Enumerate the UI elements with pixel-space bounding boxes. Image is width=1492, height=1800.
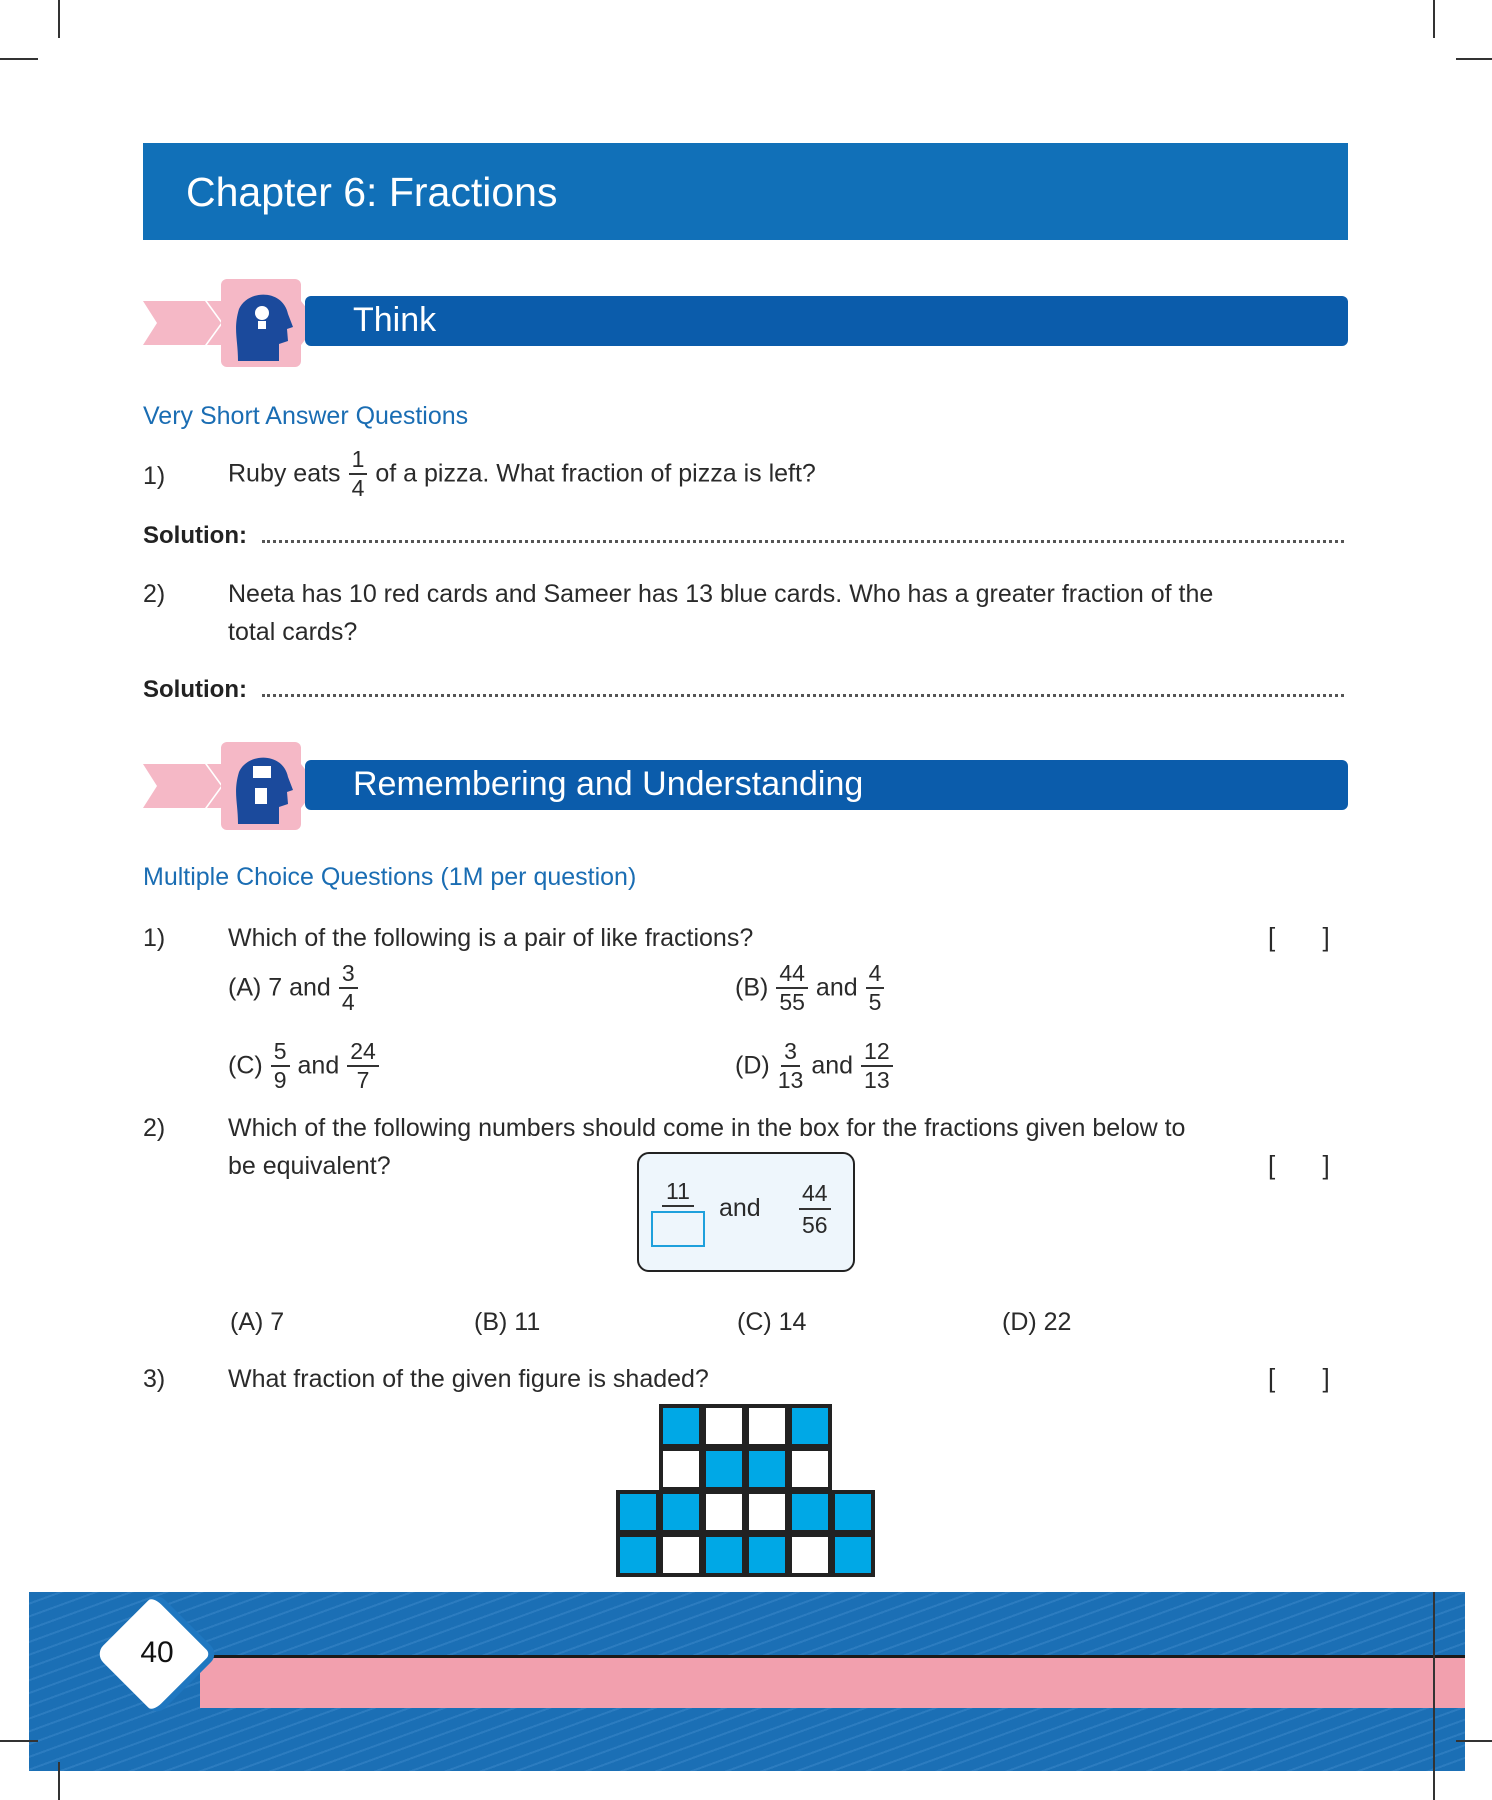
- fraction: [778, 1038, 804, 1094]
- fraction: [776, 960, 808, 1016]
- shaded-cell: [702, 1533, 746, 1577]
- shaded-cell: [659, 1490, 703, 1534]
- option-label: (B): [735, 973, 769, 1002]
- section-think-title: Think: [305, 296, 1348, 346]
- solution-answer-line[interactable]: [262, 694, 1344, 697]
- solution-label: Solution:: [143, 676, 247, 703]
- shaded-figure: [616, 1404, 878, 1578]
- question-number: 2): [143, 580, 166, 608]
- option-label: (C): [228, 1051, 263, 1080]
- option-d[interactable]: (D) 22: [1002, 1308, 1072, 1336]
- numerator: 5: [271, 1038, 290, 1067]
- unshaded-cell: [659, 1447, 703, 1491]
- unshaded-cell: [788, 1533, 832, 1577]
- option-c[interactable]: (C) 14: [737, 1308, 807, 1336]
- unshaded-cell: [788, 1447, 832, 1491]
- remembering-badge: [143, 742, 318, 830]
- and-text: and: [719, 1194, 761, 1222]
- equivalent-fractions-box: [637, 1152, 855, 1272]
- denominator: 7: [356, 1067, 370, 1093]
- question-text: [228, 446, 816, 502]
- unshaded-cell: [745, 1490, 789, 1534]
- option-a[interactable]: (A) 7: [230, 1308, 285, 1336]
- question-text-pre: Ruby eats: [228, 459, 341, 488]
- option-a[interactable]: [228, 960, 366, 1016]
- crop-mark: [1433, 1592, 1435, 1800]
- fraction: [866, 960, 885, 1016]
- denominator: 13: [777, 1067, 804, 1093]
- question-text: What fraction of the given figure is shaded?: [228, 1365, 709, 1393]
- footer-pink-strip: [200, 1658, 1465, 1708]
- and-text: and: [297, 1051, 340, 1080]
- fraction: [347, 1038, 379, 1094]
- fraction: [861, 1038, 893, 1094]
- question-text-line2: total cards?: [228, 618, 358, 646]
- subheading-very-short: Very Short Answer Questions: [143, 402, 469, 430]
- page-number: 40: [140, 1636, 174, 1669]
- fraction: [349, 446, 368, 502]
- shaded-cell: [616, 1490, 660, 1534]
- think-badge: [143, 279, 318, 367]
- and-text: and: [811, 1051, 854, 1080]
- answer-bracket[interactable]: [ ]: [1268, 1150, 1330, 1180]
- fraction: [271, 1038, 290, 1094]
- shaded-cell: [745, 1447, 789, 1491]
- unshaded-cell: [659, 1533, 703, 1577]
- option-c[interactable]: [228, 1038, 387, 1094]
- shaded-cell: [831, 1490, 875, 1534]
- denominator: 56: [802, 1212, 828, 1238]
- numerator: 12: [861, 1038, 893, 1067]
- denominator: 55: [779, 989, 805, 1015]
- crop-mark: [1456, 1740, 1492, 1742]
- numerator: 3: [339, 960, 358, 989]
- question-text: Neeta has 10 red cards and Sameer has 13 blue cards. Who has a greater fraction of the: [228, 580, 1214, 608]
- question-text-line2: be equivalent?: [228, 1152, 391, 1180]
- denominator: 5: [868, 989, 882, 1015]
- section-remembering-title: Remembering and Understanding: [305, 760, 1348, 810]
- denominator: 13: [864, 1067, 890, 1093]
- subheading-mcq: Multiple Choice Questions (1M per question): [143, 863, 637, 891]
- question-number: 2): [143, 1114, 166, 1142]
- numerator: 44: [799, 1178, 831, 1210]
- option-d[interactable]: [735, 1038, 901, 1094]
- option-b[interactable]: (B) 11: [474, 1308, 541, 1336]
- unshaded-cell: [745, 1404, 789, 1448]
- shaded-cell: [831, 1533, 875, 1577]
- chapter-title: Chapter 6: Fractions: [143, 143, 1348, 240]
- numerator: 11: [662, 1178, 694, 1207]
- denominator: 4: [341, 989, 355, 1015]
- denominator: 9: [273, 1067, 287, 1093]
- shaded-cell: [616, 1533, 660, 1577]
- solution-label: Solution:: [143, 522, 247, 549]
- crop-mark: [0, 58, 38, 60]
- blank-input-box[interactable]: [651, 1211, 705, 1247]
- fraction-with-blank: [651, 1178, 705, 1247]
- shaded-cell: [745, 1533, 789, 1577]
- option-label: (D): [735, 1051, 770, 1080]
- numerator: 3: [781, 1038, 800, 1067]
- shaded-cell: [788, 1490, 832, 1534]
- question-number: 3): [143, 1365, 166, 1393]
- numerator: 44: [776, 960, 808, 989]
- crop-mark: [1433, 0, 1435, 38]
- and-text: and: [815, 973, 858, 1002]
- shaded-cell: [659, 1404, 703, 1448]
- numerator: 24: [347, 1038, 379, 1067]
- question-text-post: of a pizza. What fraction of pizza is left?: [375, 459, 816, 488]
- fraction: [339, 960, 358, 1016]
- option-b[interactable]: [735, 960, 892, 1016]
- option-label: (A) 7 and: [228, 973, 331, 1002]
- crop-mark: [1456, 58, 1492, 60]
- question-number: 1): [143, 924, 166, 952]
- denominator: 4: [351, 475, 365, 501]
- solution-answer-line[interactable]: [262, 540, 1344, 543]
- answer-bracket[interactable]: [ ]: [1268, 922, 1330, 952]
- shaded-cell: [788, 1404, 832, 1448]
- question-text: Which of the following numbers should come in the box for the fractions given below to: [228, 1114, 1186, 1142]
- question-text: Which of the following is a pair of like fractions?: [228, 924, 754, 952]
- shaded-cell: [702, 1447, 746, 1491]
- crop-mark: [58, 0, 60, 38]
- fraction: [799, 1178, 831, 1240]
- numerator: 4: [866, 960, 885, 989]
- crop-mark: [0, 1740, 38, 1742]
- answer-bracket[interactable]: [ ]: [1268, 1363, 1330, 1393]
- question-number: 1): [143, 462, 166, 490]
- unshaded-cell: [702, 1404, 746, 1448]
- crop-mark: [58, 1762, 60, 1800]
- numerator: 1: [349, 446, 368, 475]
- unshaded-cell: [702, 1490, 746, 1534]
